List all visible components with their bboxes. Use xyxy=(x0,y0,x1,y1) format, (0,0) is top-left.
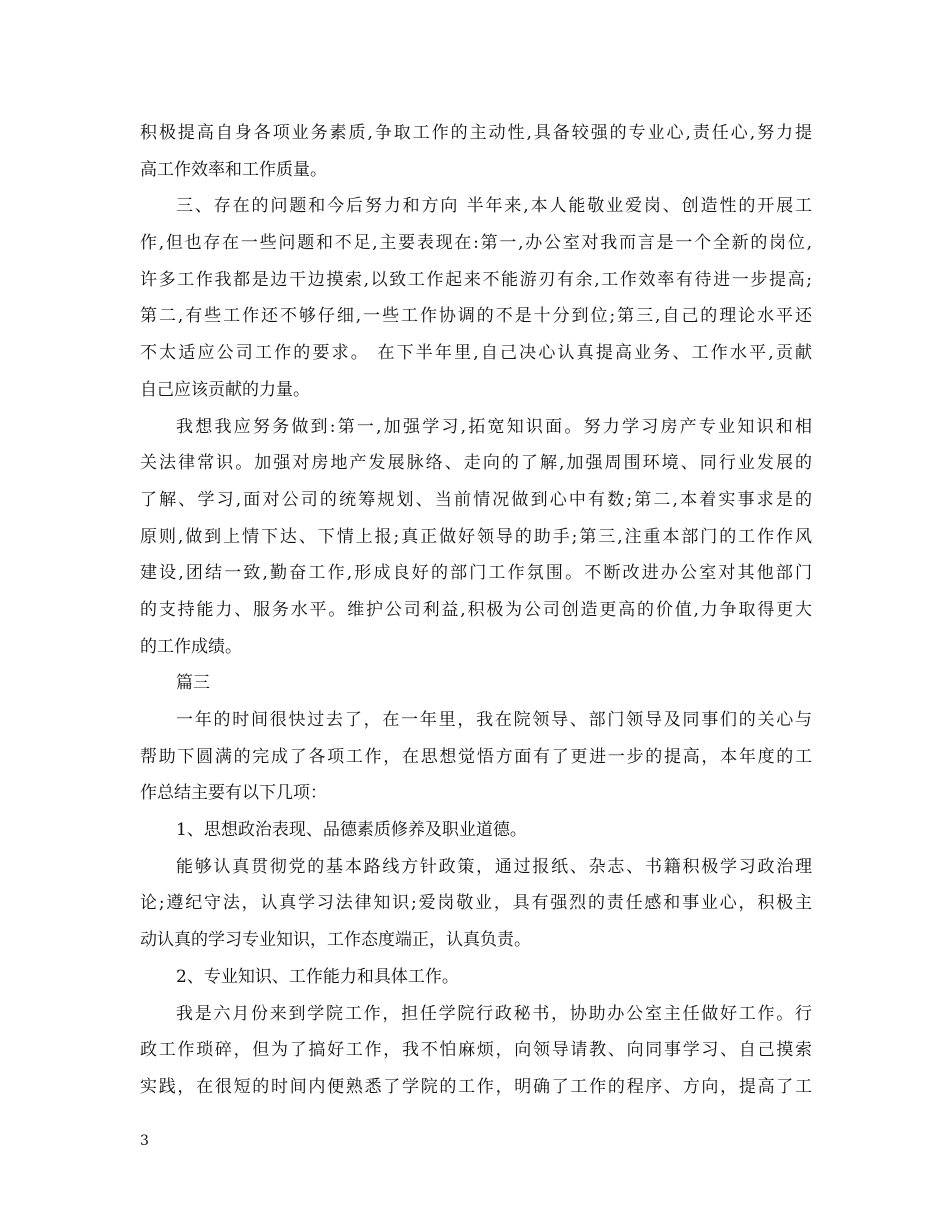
text-line: 不太适应公司工作的要求。 在下半年里,自己决心认真提高业务、工作水平,贡献 xyxy=(140,343,812,364)
paragraph xyxy=(140,702,812,812)
paragraph xyxy=(140,409,812,666)
text-line: 高工作效率和工作质量。 xyxy=(140,159,327,180)
text-line: 许多工作我都是边干边摸索,以致工作起来不能游刃有余,工作效率有待进一步提高; xyxy=(140,269,812,290)
text-line: 建设,团结一致,勤奋工作,形成良好的部门工作氛围。不断改进办公室对其他部门 xyxy=(140,563,812,584)
text-line: 的工作成绩。 xyxy=(140,636,242,657)
text-line: 原则,做到上情下达、下情上报;真正做好领导的助手;第三,注重本部门的工作作风 xyxy=(140,526,812,547)
text-line: 篇三 xyxy=(176,673,210,694)
text-line: 作总结主要有以下几项： xyxy=(140,783,327,804)
text-line: 关法律常识。加强对房地产发展脉络、走向的了解,加强周围环境、同行业发展的 xyxy=(140,453,812,474)
paragraph xyxy=(140,188,812,408)
paragraph xyxy=(140,665,812,702)
text-line: 第二,有些工作还不够仔细,一些工作协调的不是十分到位;第三,自己的理论水平还 xyxy=(140,306,812,327)
text-line: 动认真的学习专业知识，工作态度端正，认真负责。 xyxy=(140,930,531,951)
text-line: 帮助下圆满的完成了各项工作，在思想觉悟方面有了更进一步的提高，本年度的工 xyxy=(140,746,812,767)
paragraph xyxy=(140,959,812,996)
page-number: 3 xyxy=(140,1133,149,1149)
text-line: 1、思想政治表现、品德素质修养及职业道德。 xyxy=(176,820,527,841)
paragraph xyxy=(140,812,812,849)
paragraph xyxy=(140,115,812,188)
text-line: 的支持能力、服务水平。维护公司利益,积极为公司创造更高的价值,力争取得更大 xyxy=(140,599,812,620)
text-line: 作,但也存在一些问题和不足,主要表现在:第一,办公室对我而言是一个全新的岗位, xyxy=(140,233,812,254)
text-line: 政工作琐碎，但为了搞好工作，我不怕麻烦，向领导请教、向同事学习、自己摸索 xyxy=(140,1040,812,1061)
text-line: 三、存在的问题和今后努力和方向 半年来,本人能敬业爱岗、创造性的开展工 xyxy=(176,196,812,217)
text-line: 了解、学习,面对公司的统筹规划、当前情况做到心中有数;第二,本着实事求是的 xyxy=(140,489,812,510)
paragraph xyxy=(140,849,812,959)
text-line: 自己应该贡献的力量。 xyxy=(140,379,310,400)
text-line: 2、专业知识、工作能力和具体工作。 xyxy=(176,966,459,987)
text-line: 一年的时间很快过去了，在一年里，我在院领导、部门领导及同事们的关心与 xyxy=(176,710,812,730)
text-line: 我想我应努务做到:第一,加强学习,拓宽知识面。努力学习房产专业知识和相 xyxy=(176,416,812,437)
text-line: 实践，在很短的时间内便熟悉了学院的工作，明确了工作的程序、方向，提高了工 xyxy=(140,1076,812,1097)
text-line: 我是六月份来到学院工作，担任学院行政秘书，协助办公室主任做好工作。行 xyxy=(176,1003,812,1024)
text-line: 论;遵纪守法，认真学习法律知识;爱岗敬业，具有强烈的责任感和事业心，积极主 xyxy=(140,893,812,914)
text-line: 能够认真贯彻党的基本路线方针政策，通过报纸、杂志、书籍积极学习政治理 xyxy=(176,856,812,877)
paragraph xyxy=(140,996,812,1106)
body-text xyxy=(140,115,812,1106)
text-line: 积极提高自身各项业务素质,争取工作的主动性,具备较强的专业心,责任心,努力提 xyxy=(140,123,812,143)
